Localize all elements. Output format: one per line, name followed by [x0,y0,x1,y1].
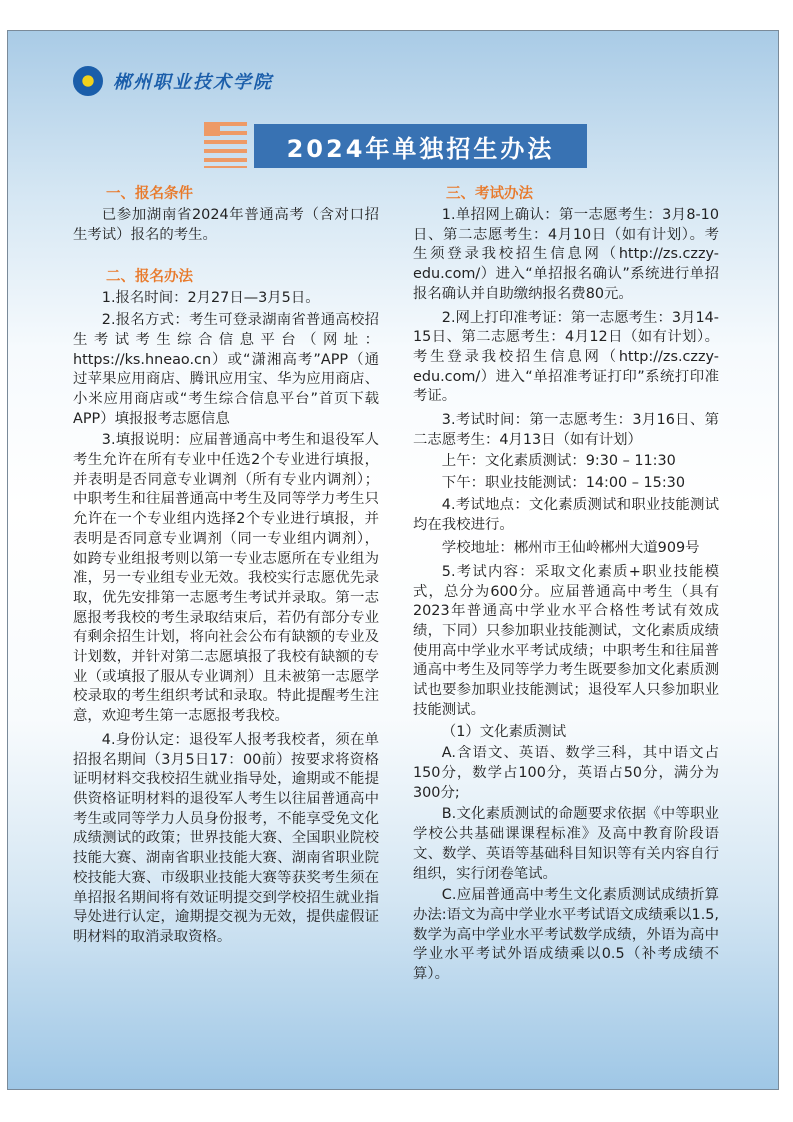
paragraph: 4.考试地点：文化素质测试和职业技能测试均在我校进行。 [413,496,719,533]
paragraph: 1.报名时间：2月27日—3月5日。 [101,290,320,307]
page-title: 2024年单独招生办法 [254,124,587,168]
paragraph: 2.报名方式：考生可登录湖南省普通高校招生考试考生综合信息平台（网址：https://ks.hneao.cn）或“潇湘高考”APP（通过苹果应用商店、腾讯应用宝、华为应用商店、小米应用商店或“考生综合信息平台”首页下载APP）填报报考志愿信息 [73,312,379,427]
paragraph: 4.身份认定：退役军人报考我校者，须在单招报名期间（3月5日17：00前）按要求将资格证明材料交我校招生就业指导处，逾期或不能提供资格证明材料的退役军人考生以往届普通高中考生或同等学力人员身份报考，不能享受免文化成绩测试的政策；世界技能大赛、全国职业院校技能大赛、湖南省职业技能大赛、湖南省职业院校技能大赛、市级职业技能大赛等获奖考生须在单招报名期间将有效证明提交到学校招生就业指导处进行认定，逾期提交视为无效，提供虚假证明材料的取消录取资格。 [73,731,379,945]
paragraph: 5.考试内容：采取文化素质+职业技能模式，总分为600分。应届普通高中考生（具有2023年普通高中学业水平合格性考试有效成绩，下同）只参加职业技能测试，文化素质成绩使用高中学业水平考试成绩；中职考生和往届普通高中考生及同等学力考生既要参加文化素质测试也要参加职业技能测试；退役军人只参加职业技能测试。 [413,563,719,718]
paragraph: 下午：职业技能测试：14:00 – 15:30 [441,475,685,492]
paragraph: 已参加湖南省2024年普通高考（含对口招生考试）报名的考生。 [73,207,379,243]
paragraph: 2.网上打印准考证：第一志愿考生：3月14-15日、第二志愿考生：4月12日（如有计划）。考生登录我校招生信息网（http://zs.czzy-edu.com/）进入“单招准考证打印”系统打印准考证。 [413,309,719,405]
paragraph: B.文化素质测试的命题要求依据《中等职业学校公共基础课课程标准》及高中教育阶段语文、数学、英语等基础科目知识等有关内容自行组织，实行闭卷笔试。 [413,806,719,882]
section-heading-registration: 二、报名办法 [106,269,193,286]
section-heading-exam: 三、考试办法 [446,186,533,202]
paragraph: C.应届普通高中考生文化素质测试成绩折算办法:语文为高中学业水平考试语文成绩乘以1.5,数学为高中学业水平考试数学成绩，外语为高中学业水平考试外语成绩乘以0.5（补考成绩不算）。 [413,887,719,983]
school-name: 郴州职业技术学院 [113,72,273,93]
school-logo [73,66,273,96]
paragraph: 3.考试时间：第一志愿考生：3月16日、第二志愿考生：4月13日（如有计划） [413,412,719,448]
paragraph: 1.单招网上确认：第一志愿考生：3月8-10日、第二志愿考生：4月10日（如有计划）。考生须登录我校招生信息网（http://zs.czzy-edu.com/）进入“单招报名确认”系统进行单招报名确认并自助缴纳报名费80元。 [413,207,719,302]
right-column [413,184,719,985]
paragraph: A.含语文、英语、数学三科，其中语文占150分，数学占100分，英语占50分，满分为300分; [413,745,719,801]
paragraph: 3.填报说明：应届普通高中考生和退役军人考生允许在所有专业中任选2个专业进行填报，并表明是否同意专业调剂（所有专业内调剂）；中职考生和往届普通高中考生及同等学力考生只允许在一个专业组内选择2个专业进行填报，并表明是否同意专业调剂（同一专业组内调剂），如跨专业组报考则以第一专业志愿所在专业组为准，另一专业组专业无效。我校实行志愿优先录取，优先安排第一志愿考生考试并录取。第一志愿报考我校的考生录取结束后，若仍有部分专业有剩余招生计划，将向社会公布有缺额的专业及计划数，并针对第二志愿填报了我校有缺额的专业（或填报了服从专业调剂）且未被第一志愿学校录取的考生组织考试和录取。特此提醒考生注意，欢迎考生第一志愿报考我校。 [73,432,379,725]
paragraph: 上午：文化素质测试：9:30 – 11:30 [441,453,676,470]
school-emblem-icon [73,66,103,96]
paragraph: （1）文化素质测试 [441,723,567,740]
paragraph: 学校地址：郴州市王仙岭郴州大道909号 [441,540,700,557]
left-column [73,184,379,948]
title-stripes-decoration [204,122,247,168]
section-heading-conditions: 一、报名条件 [106,186,193,202]
